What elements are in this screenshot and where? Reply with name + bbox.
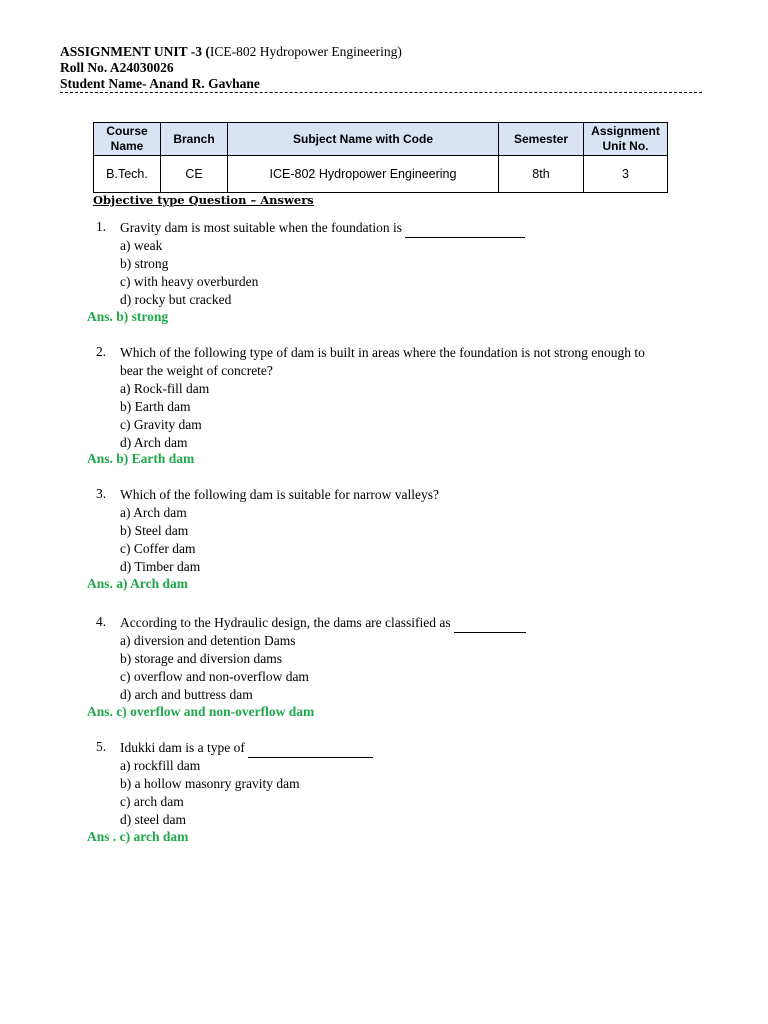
option: d) steel dam <box>120 812 186 827</box>
options-list <box>120 632 309 704</box>
option: b) Steel dam <box>120 523 189 538</box>
answer: Ans. a) Arch dam <box>87 576 189 591</box>
question-number: 4. <box>96 614 107 629</box>
options-list <box>120 380 209 452</box>
section-title: Objective type Question – Answers <box>93 193 314 207</box>
option: d) Arch dam <box>120 435 188 450</box>
student-name: Student Name- Anand R. Gavhane <box>60 76 260 91</box>
answer: Ans. b) strong <box>87 309 169 324</box>
dashed-separator <box>60 92 702 93</box>
question-stem: Which of the following type of dam is built in areas where the foundation is not strong enough to bear the weight of concrete? <box>120 345 645 378</box>
option: c) with heavy overburden <box>120 274 259 289</box>
table-header-cell: Assignment Unit No. <box>584 123 668 156</box>
option: a) Rock-fill dam <box>120 381 210 396</box>
table-cell: 8th <box>499 156 584 193</box>
option: c) Coffer dam <box>120 541 196 556</box>
table-cell: B.Tech. <box>94 156 161 193</box>
option: a) rockfill dam <box>120 758 201 773</box>
option: b) Earth dam <box>120 399 191 414</box>
option: d) rocky but cracked <box>120 292 232 307</box>
options-list <box>120 757 300 829</box>
option: b) a hollow masonry gravity dam <box>120 776 300 791</box>
document-header <box>60 44 402 92</box>
question-number: 2. <box>96 344 107 359</box>
assignment-title: ASSIGNMENT UNIT -3 (ICE-802 Hydropower Engineering) <box>60 44 402 59</box>
table-cell: ICE-802 Hydropower Engineering <box>228 156 499 193</box>
question-number: 1. <box>96 219 107 234</box>
question-number: 3. <box>96 486 107 501</box>
table-cell: CE <box>161 156 228 193</box>
option: a) Arch dam <box>120 505 187 520</box>
answer-blank <box>454 614 526 633</box>
table-header-cell: Branch <box>161 123 228 156</box>
table-header-cell: Course Name <box>94 123 161 156</box>
question-stem: Idukki dam is a type of <box>120 739 680 758</box>
option: a) weak <box>120 238 163 253</box>
options-list <box>120 504 200 576</box>
course-info-table <box>93 122 668 193</box>
question-number: 5. <box>96 739 107 754</box>
answer: Ans. c) overflow and non-overflow dam <box>87 704 315 719</box>
answer: Ans. b) Earth dam <box>87 451 195 466</box>
option: d) arch and buttress dam <box>120 687 253 702</box>
table-header-row <box>94 123 668 156</box>
table-header-cell: Subject Name with Code <box>228 123 499 156</box>
option: c) overflow and non-overflow dam <box>120 669 309 684</box>
option: c) Gravity dam <box>120 417 202 432</box>
answer-blank <box>405 219 525 238</box>
roll-number: Roll No. A24030026 <box>60 60 174 75</box>
option: d) Timber dam <box>120 559 201 574</box>
table-header-cell: Semester <box>499 123 584 156</box>
question-stem: Which of the following dam is suitable for narrow valleys? <box>120 487 440 502</box>
option: b) strong <box>120 256 169 271</box>
table-row <box>94 156 668 193</box>
question-stem: Gravity dam is most suitable when the foundation is <box>120 219 680 238</box>
table-cell: 3 <box>584 156 668 193</box>
answer-blank <box>248 739 373 758</box>
question-stem: According to the Hydraulic design, the dams are classified as <box>120 614 680 633</box>
option: b) storage and diversion dams <box>120 651 282 666</box>
answer: Ans . c) arch dam <box>87 829 189 844</box>
option: a) diversion and detention Dams <box>120 633 296 648</box>
option: c) arch dam <box>120 794 184 809</box>
options-list <box>120 237 258 309</box>
